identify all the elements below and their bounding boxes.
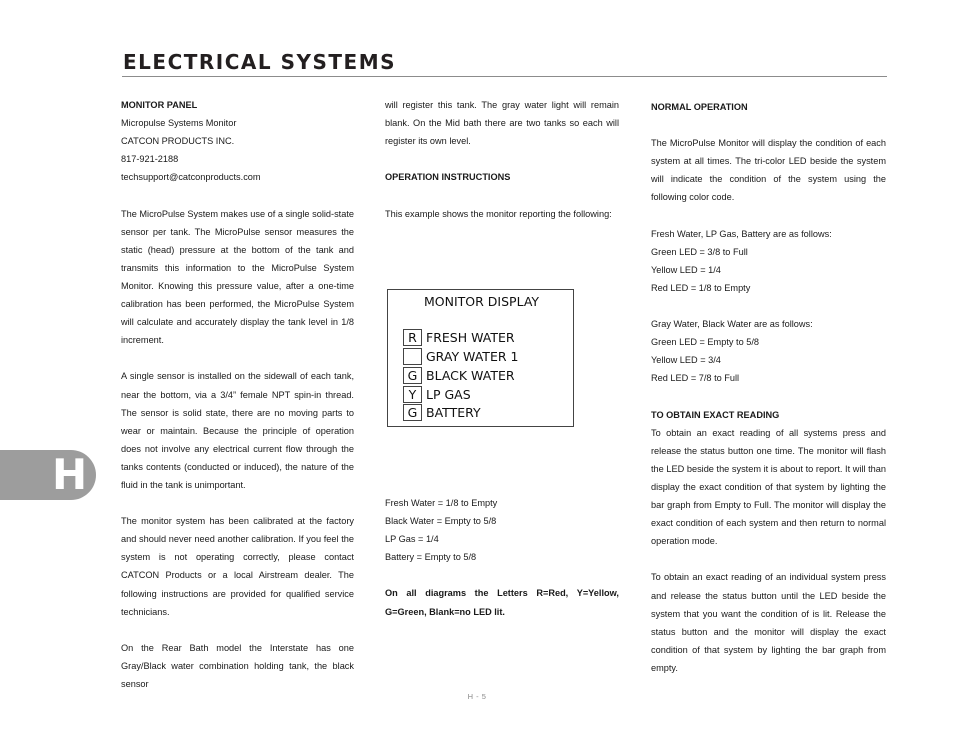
section-tab <box>0 450 96 500</box>
color-code-line: Green LED = 3/8 to Full <box>651 246 748 257</box>
led-indicator: Y <box>403 386 422 403</box>
display-row-battery <box>403 403 568 422</box>
contact-line: Micropulse Systems Monitor <box>121 118 237 129</box>
heading-operation-instructions: OPERATION INSTRUCTIONS <box>385 172 511 183</box>
display-row-black-water <box>403 366 568 385</box>
contact-line: CATCON PRODUCTS INC. <box>121 136 235 147</box>
monitor-display-diagram <box>387 289 574 427</box>
color-code-group-title: Gray Water, Black Water are as follows: <box>651 319 813 330</box>
heading-monitor-panel: MONITOR PANEL <box>121 100 198 110</box>
led-indicator <box>403 348 422 365</box>
paragraph: This example shows the monitor reporting the following: <box>385 208 612 219</box>
contact-email: techsupport@catconproducts.com <box>121 172 261 183</box>
reading-line: Fresh Water = 1/8 to Empty <box>385 498 498 508</box>
page-title: ELECTRICAL SYSTEMS <box>123 50 396 74</box>
color-code-line: Yellow LED = 1/4 <box>651 264 721 275</box>
paragraph: The MicroPulse System makes use of a single solid-state sensor per tank. The MicroPulse sensor measures the static (head) pressure at the bottom of the tank and transmits this information to the MicroPulse System Monitor. Knowing this pressure value, after a one-time calibration has been performed, the MicroPulse System will calculate and accurately display the tank level in 1/8 increment. <box>121 208 354 346</box>
page-number: H - 5 <box>467 692 487 701</box>
column-normal-operation <box>651 98 886 677</box>
led-indicator: R <box>403 329 422 346</box>
title-divider <box>122 76 887 77</box>
paragraph: To obtain an exact reading of an individual system press and release the status button until the LED beside the system that you want the condition of is lit. Release the status button and the monitor will display the exact condition of that system by lighting the bar graph from empty. <box>651 572 886 673</box>
monitor-display-title: MONITOR DISPLAY <box>424 294 540 309</box>
column-monitor-panel <box>121 96 354 693</box>
led-indicator: G <box>403 367 422 384</box>
paragraph: The MicroPulse Monitor will display the condition of each system at all times. The tri-color LED beside the system will indicate the condition of the system using the following color code. <box>651 138 886 203</box>
heading-exact-reading: TO OBTAIN EXACT READING <box>651 409 780 420</box>
paragraph: To obtain an exact reading of all systems press and release the status button one time. The monitor will flash the LED beside the system it is about to report. It will than display the exact condition of that system by lighting the bar graph from Empty to Full. The monitor will display the exact condition of each system and then return to normal operation mode. <box>651 427 886 547</box>
column-example-readings <box>385 494 619 621</box>
reading-line: Battery = Empty to 5/8 <box>385 552 477 563</box>
color-code-line: Red LED = 1/8 to Empty <box>651 282 751 293</box>
led-indicator: G <box>403 404 422 421</box>
heading-normal-operation: NORMAL OPERATION <box>651 102 748 112</box>
display-row-label: FRESH WATER <box>426 330 515 345</box>
contact-line: 817-921-2188 <box>121 154 179 165</box>
reading-line: Black Water = Empty to 5/8 <box>385 516 497 527</box>
display-row-fresh-water <box>403 328 568 347</box>
color-code-group-title: Fresh Water, LP Gas, Battery are as follows: <box>651 228 832 239</box>
display-row-label: GRAY WATER 1 <box>426 349 519 364</box>
display-row-gray-water <box>403 347 568 366</box>
paragraph: A single sensor is installed on the sidewall of each tank, near the bottom, via a 3/4” female NPT spin-in thread. The sensor is solid state, there are no moving parts to wear or maintain. Because the principle of operation does not involve any electrical current flow through the tanks contents (conducted or induced), the nature of the fluid in the tank is unimportant. <box>121 371 354 490</box>
reading-line: LP Gas = 1/4 <box>385 534 439 545</box>
display-row-label: BLACK WATER <box>426 368 515 383</box>
color-code-line: Green LED = Empty to 5/8 <box>651 337 760 348</box>
display-row-label: LP GAS <box>426 387 471 402</box>
display-row-label: BATTERY <box>426 405 481 420</box>
paragraph: will register this tank. The gray water light will remain blank. On the Mid bath there are two tanks so each will register its own level. <box>385 100 619 147</box>
paragraph: The monitor system has been calibrated at the factory and should never need another calibration. If you feel the system is not operating correctly, please contact CATCON Products or a local Airstream dealer. The following instructions are provided for qualified service technicians. <box>121 516 354 617</box>
paragraph: On the Rear Bath model the Interstate has one Gray/Black water combination holding tank, the black sensor <box>121 642 354 689</box>
led-legend-note: On all diagrams the Letters R=Red, Y=Yellow, G=Green, Blank=no LED lit. <box>385 588 619 617</box>
column-operation <box>385 96 619 223</box>
display-row-lp-gas <box>403 385 568 404</box>
color-code-line: Yellow LED = 3/4 <box>651 355 721 366</box>
color-code-line: Red LED = 7/8 to Full <box>651 373 740 384</box>
section-tab-letter: H <box>52 450 88 499</box>
